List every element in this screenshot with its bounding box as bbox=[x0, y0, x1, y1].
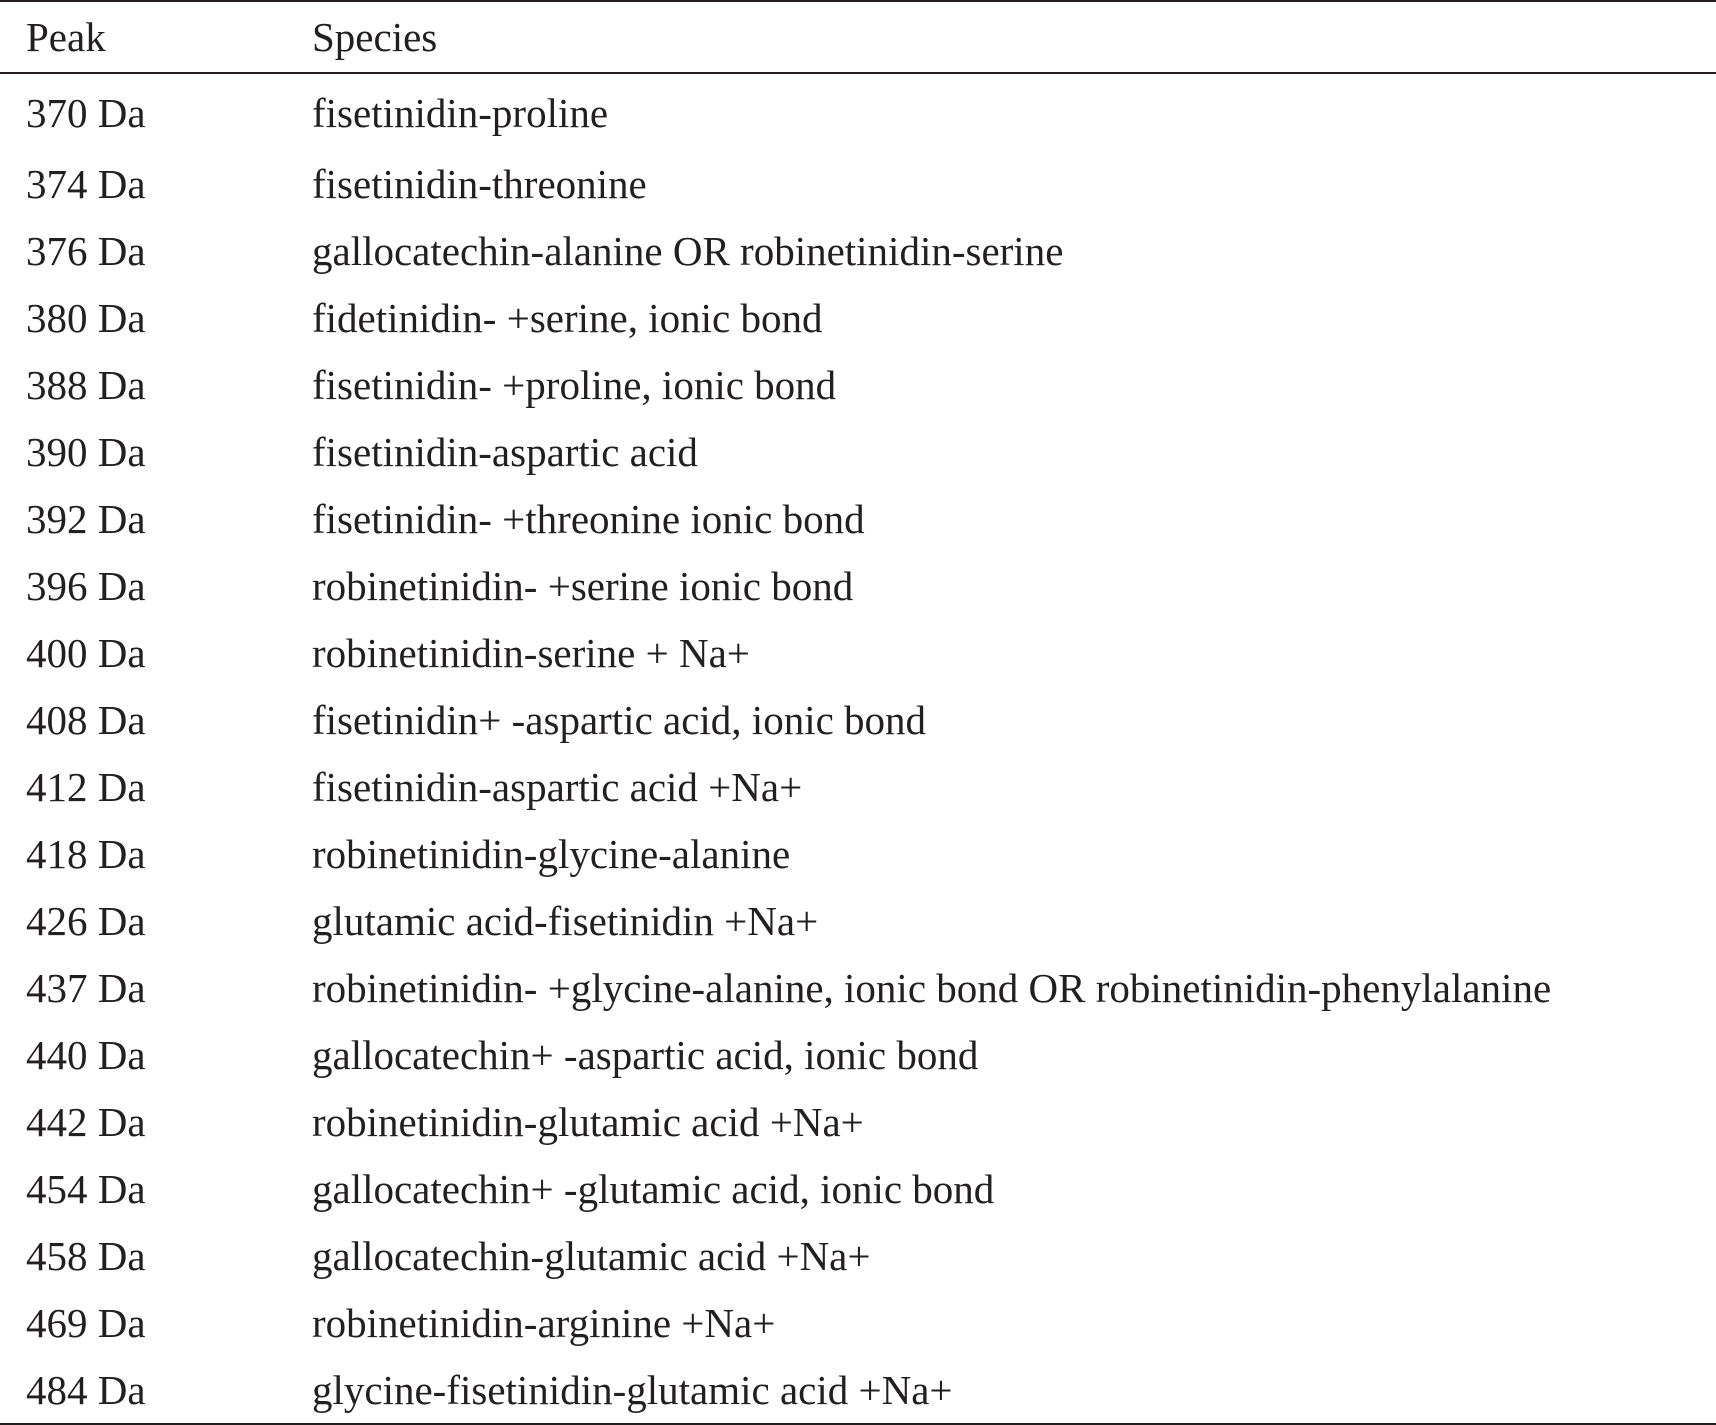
species-cell: fidetinidin- +serine, ionic bond bbox=[312, 294, 823, 341]
peak-cell: 484 Da bbox=[26, 1366, 146, 1413]
species-cell: robinetinidin-arginine +Na+ bbox=[312, 1299, 776, 1346]
species-cell: fisetinidin- +proline, ionic bond bbox=[312, 361, 837, 408]
species-column-header: Species bbox=[312, 14, 438, 60]
peak-cell: 396 Da bbox=[26, 562, 146, 609]
peak-cell: 442 Da bbox=[26, 1098, 146, 1145]
table-row bbox=[0, 1356, 1716, 1424]
peak-cell: 370 Da bbox=[26, 90, 146, 136]
peak-cell: 458 Da bbox=[26, 1232, 146, 1279]
table-row bbox=[0, 284, 1716, 351]
species-cell: fisetinidin-aspartic acid bbox=[312, 428, 698, 475]
table-row bbox=[0, 686, 1716, 753]
species-cell: robinetinidin-glutamic acid +Na+ bbox=[312, 1098, 864, 1145]
peak-cell: 400 Da bbox=[26, 629, 146, 676]
table-row bbox=[0, 217, 1716, 284]
species-cell: robinetinidin- +glycine-alanine, ionic bond OR robinetinidin-phenylalanine bbox=[312, 964, 1552, 1011]
table-row bbox=[0, 1021, 1716, 1088]
peak-cell: 376 Da bbox=[26, 227, 146, 274]
species-cell: gallocatechin-glutamic acid +Na+ bbox=[312, 1232, 871, 1279]
species-cell: fisetinidin-aspartic acid +Na+ bbox=[312, 763, 803, 810]
table-row bbox=[0, 1289, 1716, 1356]
species-cell: robinetinidin-serine + Na+ bbox=[312, 629, 750, 676]
peak-cell: 408 Da bbox=[26, 696, 146, 743]
species-cell: fisetinidin- +threonine ionic bond bbox=[312, 495, 865, 542]
peak-cell: 412 Da bbox=[26, 763, 146, 810]
peak-cell: 454 Da bbox=[26, 1165, 146, 1212]
table-row bbox=[0, 753, 1716, 820]
table-row bbox=[0, 73, 1716, 150]
peak-cell: 469 Da bbox=[26, 1299, 146, 1346]
peak-column-header: Peak bbox=[26, 14, 106, 60]
table-row bbox=[0, 1155, 1716, 1222]
peak-cell: 380 Da bbox=[26, 294, 146, 341]
peak-cell: 418 Da bbox=[26, 830, 146, 877]
peak-cell: 392 Da bbox=[26, 495, 146, 542]
species-cell: fisetinidin-proline bbox=[312, 90, 609, 136]
species-cell: robinetinidin-glycine-alanine bbox=[312, 830, 791, 877]
species-cell: gallocatechin-alanine OR robinetinidin-serine bbox=[312, 227, 1064, 274]
table-row bbox=[0, 485, 1716, 552]
species-cell: glycine-fisetinidin-glutamic acid +Na+ bbox=[312, 1366, 953, 1413]
peak-cell: 437 Da bbox=[26, 964, 146, 1011]
table-row bbox=[0, 887, 1716, 954]
species-cell: gallocatechin+ -aspartic acid, ionic bond bbox=[312, 1031, 979, 1078]
table-header bbox=[0, 1, 1716, 73]
table-row bbox=[0, 619, 1716, 686]
header-row bbox=[0, 1, 1716, 73]
table-row bbox=[0, 820, 1716, 887]
table-row bbox=[0, 1222, 1716, 1289]
peak-cell: 388 Da bbox=[26, 361, 146, 408]
table-row bbox=[0, 418, 1716, 485]
peak-cell: 426 Da bbox=[26, 897, 146, 944]
table-row bbox=[0, 954, 1716, 1021]
table-body bbox=[0, 73, 1716, 1424]
peak-cell: 440 Da bbox=[26, 1031, 146, 1078]
species-cell: fisetinidin-threonine bbox=[312, 160, 647, 207]
species-cell: gallocatechin+ -glutamic acid, ionic bond bbox=[312, 1165, 995, 1212]
table-row bbox=[0, 1088, 1716, 1155]
table-row bbox=[0, 552, 1716, 619]
table-row bbox=[0, 150, 1716, 217]
species-cell: glutamic acid-fisetinidin +Na+ bbox=[312, 897, 819, 944]
species-cell: fisetinidin+ -aspartic acid, ionic bond bbox=[312, 696, 927, 743]
peak-cell: 374 Da bbox=[26, 160, 146, 207]
peak-cell: 390 Da bbox=[26, 428, 146, 475]
species-cell: robinetinidin- +serine ionic bond bbox=[312, 562, 854, 609]
table-row bbox=[0, 351, 1716, 418]
